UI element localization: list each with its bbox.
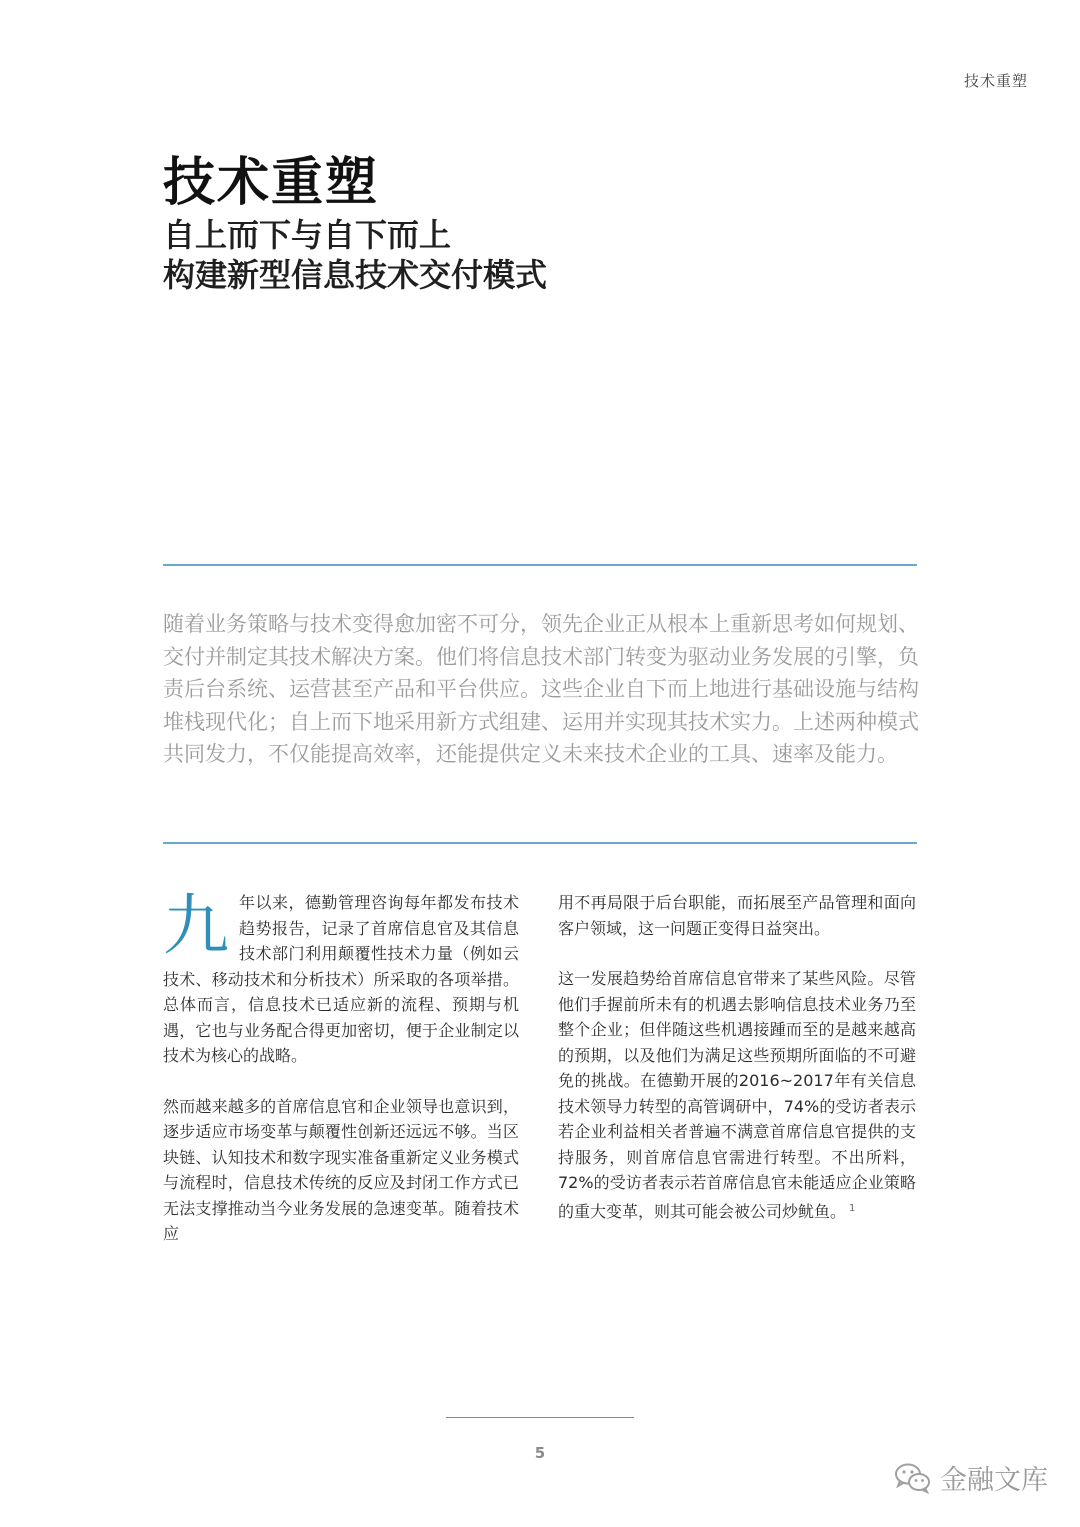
body-paragraph-text: 这一发展趋势给首席信息官带来了某些风险。尽管他们手握前所未有的机遇去影响信息技术业务乃至整个企业；但伴随这些机遇接踵而至的是越来越高的预期，以及他们为满足这些预期所面临的不可避免的挑战。在德勤开展的2016~2017年有关信息技术领导力转型的高管调研中，74%的受访者表示若企业利益相关者普遍不满意首席信息官提供的支持服务，则首席信息官需进行转型。不出所料，72%的受访者表示若首席信息官未能适应企业策略的重大变革，则其可能会被公司炒鱿鱼。 (558, 969, 916, 1221)
subtitle-line-2: 构建新型信息技术交付模式 (163, 256, 548, 294)
body-paragraph: 用不再局限于后台职能，而拓展至产品管理和面向客户领域，这一问题正变得日益突出。 (558, 893, 916, 938)
running-head: 技术重塑 (963, 72, 1028, 90)
intro-bottom-divider (163, 842, 917, 844)
subtitle-line-1: 自上而下与自下而上 (163, 216, 452, 254)
body-paragraph-text: 年以来，德勤管理咨询每年都发布技术趋势报告，记录了首席信息官及其信息技术部门利用颠覆性技术力量（例如云技术、移动技术和分析技术）所采取的各项举措。总体而言，信息技术已适应新的流程、预期与机遇，它也与业务配合得更加密切，便于企业制定以技术为核心的战略。 (163, 893, 519, 1065)
watermark (894, 1458, 1048, 1497)
footnote-reference[interactable]: 1 (849, 1202, 856, 1214)
page-number: 5 (534, 1444, 546, 1462)
watermark-text: 金融文库 (940, 1465, 1048, 1496)
intro-top-divider (163, 564, 917, 566)
page-title: 技术重塑 (163, 153, 380, 213)
page-subtitle (163, 215, 547, 295)
intro-paragraph: 随着业务策略与技术变得愈加密不可分，领先企业正从根本上重新思考如何规划、交付并制定其技术解决方案。他们将信息技术部门转变为驱动业务发展的引擎，负责后台系统、运营甚至产品和平台供应。这些企业自下而上地进行基础设施与结构堆栈现代化；自上而下地采用新方式组建、运用并实现其技术实力。上述两种模式共同发力，不仅能提高效率，还能提供定义未来技术企业的工具、速率及能力。 (163, 612, 919, 767)
body-column-right (558, 890, 916, 1249)
drop-cap: 九 (163, 887, 229, 964)
body-paragraph: 然而越来越多的首席信息官和企业领导也意识到，逐步适应市场变革与颠覆性创新还远远不够。当区块链、认知技术和数字现实准备重新定义业务模式与流程时，信息技术传统的反应及封闭工作方式已无法支撑推动当今业务发展的急速变革。随着技术应 (163, 1096, 519, 1243)
footer-divider (446, 1417, 634, 1418)
body-paragraph (163, 887, 519, 1069)
wechat-icon (894, 1462, 932, 1494)
body-column-left (163, 887, 519, 1272)
body-paragraph (558, 966, 916, 1224)
